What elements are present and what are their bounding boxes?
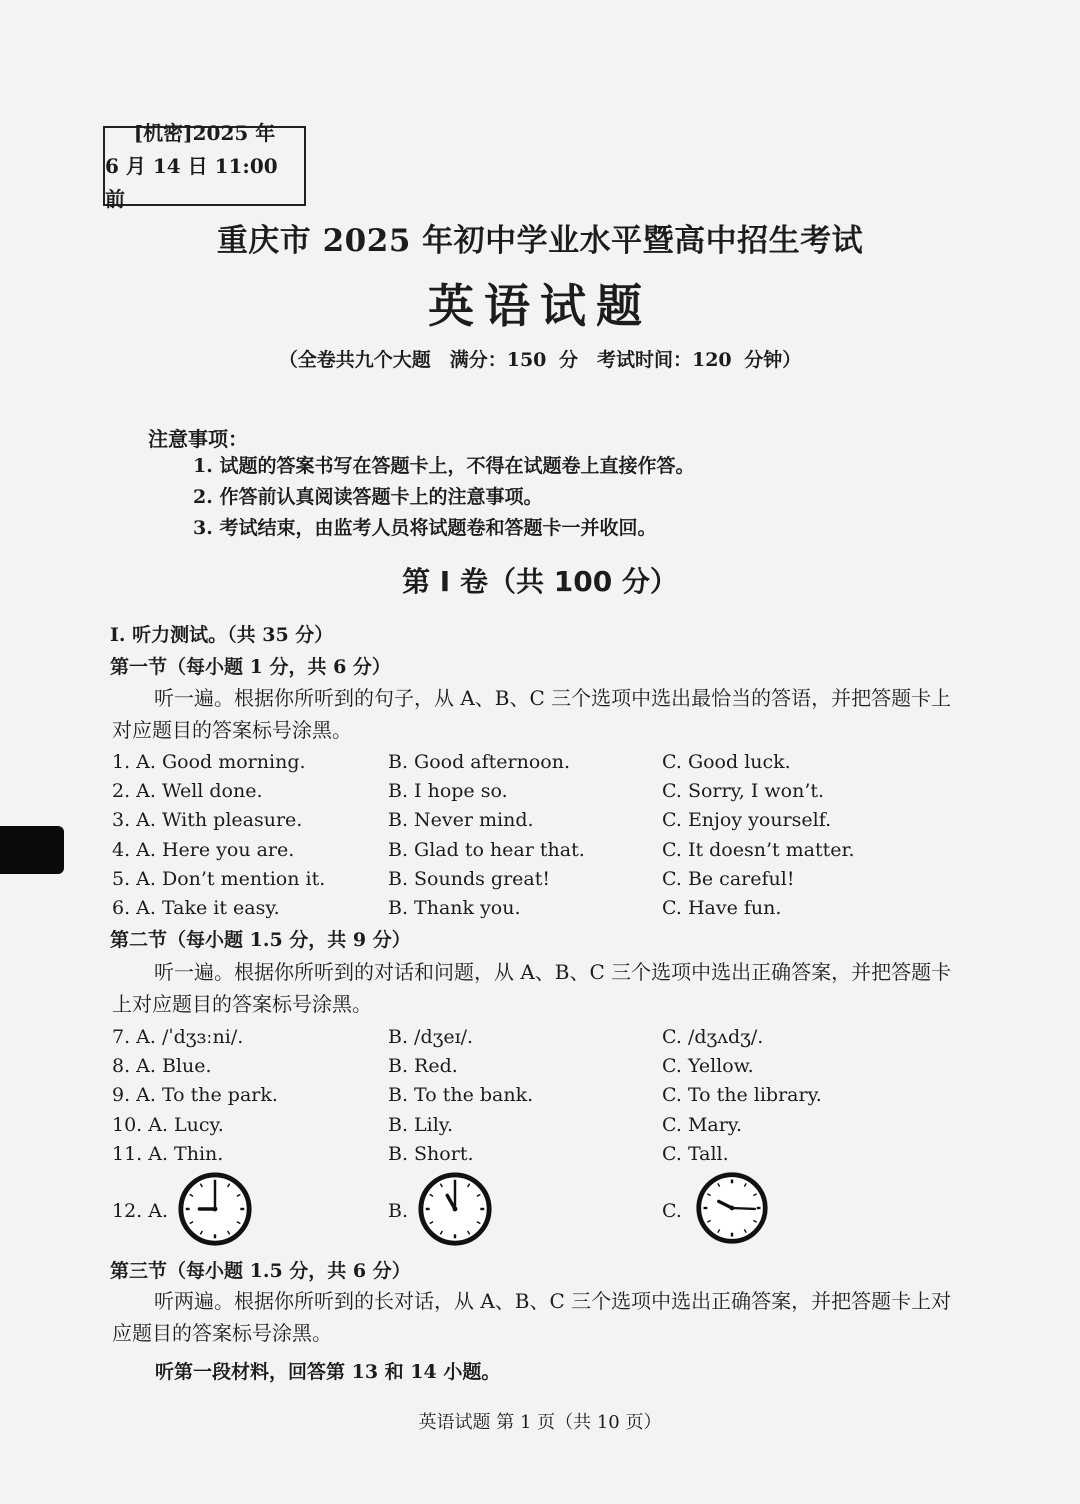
section1-instruction: 听一遍。根据你所听到的句子，从 A、B、C 三个选项中选出最恰当的答语，并把答题卡上对应题目的答案标号涂黑。: [112, 686, 952, 742]
question-row: [112, 748, 972, 777]
option-a: 4. A. Here you are.: [112, 838, 295, 861]
question-row: [112, 1081, 972, 1110]
option-b: B. Never mind.: [388, 809, 534, 832]
question-row: [112, 1052, 972, 1081]
option-a: 1. A. Good morning.: [112, 751, 306, 773]
notice-item: 1. 试题的答案书写在答题卡上，不得在试题卷上直接作答。: [193, 455, 695, 477]
option-c: C. Good luck.: [662, 751, 791, 773]
clock-icon-b: [416, 1170, 494, 1248]
option-c: C. Yellow.: [662, 1055, 754, 1078]
option-c: C. It doesn’t matter.: [662, 838, 855, 861]
part-title: 第 I 卷（共 100 分）: [402, 565, 678, 598]
option-b: B. Thank you.: [388, 896, 521, 919]
question-row: [112, 777, 972, 806]
option-c: C. Have fun.: [662, 896, 782, 919]
page-footer: 英语试题 第 1 页（共 10 页）: [418, 1412, 662, 1433]
option-c: C. Be careful!: [662, 867, 795, 890]
clock-icon-c: [694, 1170, 770, 1246]
option-a: 9. A. To the park.: [112, 1084, 278, 1107]
listening-heading: I. 听力测试。（共 35 分）: [110, 624, 334, 646]
option-b: B. Good afternoon.: [388, 751, 571, 773]
option-a: 3. A. With pleasure.: [112, 809, 303, 832]
option-c: C. Enjoy yourself.: [662, 809, 832, 832]
notice-item: 3. 考试结束，由监考人员将试题卷和答题卡一并收回。: [193, 517, 657, 539]
option-c: C. /dʒʌdʒ/.: [662, 1026, 764, 1048]
option-b: B. Short.: [388, 1142, 474, 1165]
section3-note: 听第一段材料，回答第 13 和 14 小题。: [155, 1361, 501, 1383]
option-c: C. To the library.: [662, 1084, 822, 1107]
option-c: C. Tall.: [662, 1142, 729, 1165]
section1-heading: 第一节（每小题 1 分，共 6 分）: [110, 656, 391, 678]
question-row: [112, 865, 972, 894]
q12-option-c-label: C.: [662, 1200, 682, 1222]
option-b: B. Red.: [388, 1055, 458, 1078]
redaction-mark: [0, 826, 64, 874]
option-c: C. Sorry, I won’t.: [662, 780, 825, 803]
option-a: 7. A. /ˈdʒɜːni/.: [112, 1026, 244, 1048]
confidential-line-1: [机密]2025 年: [133, 120, 276, 145]
confidential-box: [103, 120, 306, 211]
section2-instruction: 听一遍。根据你所听到的对话和问题，从 A、B、C 三个选项中选出正确答案，并把答题卡上对应题目的答案标号涂黑。: [112, 960, 952, 1016]
notice-heading: 注意事项：: [148, 427, 248, 451]
exam-title: 重庆市 2025 年初中学业水平暨高中招生考试: [216, 223, 864, 259]
section2-questions: [112, 1023, 972, 1169]
section3-heading: 第三节（每小题 1.5 分，共 6 分）: [110, 1260, 411, 1282]
option-a: 6. A. Take it easy.: [112, 896, 280, 919]
section1-questions: [112, 748, 972, 923]
section2-heading: 第二节（每小题 1.5 分，共 9 分）: [110, 929, 411, 951]
clock-icon-a: [176, 1170, 254, 1248]
subject-title: 英语试题: [428, 279, 652, 333]
option-b: B. I hope so.: [388, 780, 508, 803]
option-a: 11. A. Thin.: [112, 1142, 224, 1165]
option-a: 8. A. Blue.: [112, 1055, 212, 1078]
notice-item: 2. 作答前认真阅读答题卡上的注意事项。: [193, 486, 543, 508]
option-a: 5. A. Don’t mention it.: [112, 867, 326, 890]
question-row: [112, 836, 972, 865]
option-b: B. Glad to hear that.: [388, 838, 585, 861]
question-row: [112, 1111, 972, 1140]
question-row: [112, 806, 972, 835]
option-b: B. To the bank.: [388, 1084, 534, 1107]
option-b: B. Lily.: [388, 1113, 454, 1136]
notice-list: [193, 451, 694, 544]
q12-option-a-label: 12. A.: [112, 1200, 169, 1222]
confidential-line-2: 6 月 14 日 11:00 前: [105, 153, 278, 211]
section3-instruction: 听两遍。根据你所听到的长对话，从 A、B、C 三个选项中选出正确答案，并把答题卡上对应题目的答案标号涂黑。: [112, 1289, 952, 1345]
question-row: [112, 894, 972, 923]
exam-info: （全卷共九个大题 满分：150 分 考试时间：120 分钟）: [278, 349, 802, 371]
option-a: 2. A. Well done.: [112, 780, 263, 803]
question-12-row: [112, 1170, 972, 1250]
question-row: [112, 1023, 972, 1052]
option-c: C. Mary.: [662, 1113, 743, 1136]
q12-option-b-label: B.: [388, 1200, 409, 1222]
question-row: [112, 1140, 972, 1169]
option-a: 10. A. Lucy.: [112, 1113, 224, 1136]
option-b: B. /dʒeɪ/.: [388, 1026, 474, 1048]
option-b: B. Sounds great!: [388, 867, 551, 890]
